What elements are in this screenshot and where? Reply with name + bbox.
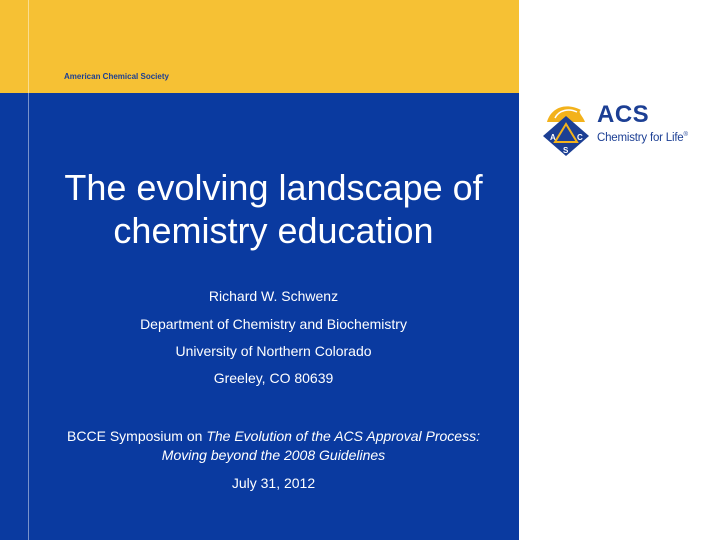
logo-wordmark: ACS (597, 101, 650, 128)
author-name: Richard W. Schwenz (208, 288, 339, 304)
event-italic-title: The Evolution of the ACS Approval Process: Moving beyond the 2008 Guidelines (161, 428, 480, 463)
logo-tagline: Chemistry for Life (597, 132, 684, 144)
margin-line (28, 0, 29, 540)
title-line-2: chemistry education (113, 210, 434, 251)
event-description (48, 427, 499, 465)
author-address: Greeley, CO 80639 (213, 370, 334, 386)
event-date: July 31, 2012 (231, 475, 316, 491)
logo-tagline-wrap (597, 132, 688, 144)
society-name: American Chemical Society (64, 72, 169, 81)
slide-title (28, 166, 519, 252)
title-line-1: The evolving landscape of (64, 167, 483, 208)
seal-letter-s: S (563, 146, 569, 155)
acs-seal-icon (537, 100, 595, 156)
acs-logo (537, 100, 697, 156)
seal-letter-c: C (577, 133, 583, 142)
seal-letter-a: A (550, 133, 556, 142)
author-department: Department of Chemistry and Biochemistry (140, 316, 407, 332)
author-university: University of Northern Colorado (175, 343, 372, 359)
event-prefix: BCCE Symposium on (67, 428, 207, 444)
registered-mark: ® (683, 132, 688, 139)
